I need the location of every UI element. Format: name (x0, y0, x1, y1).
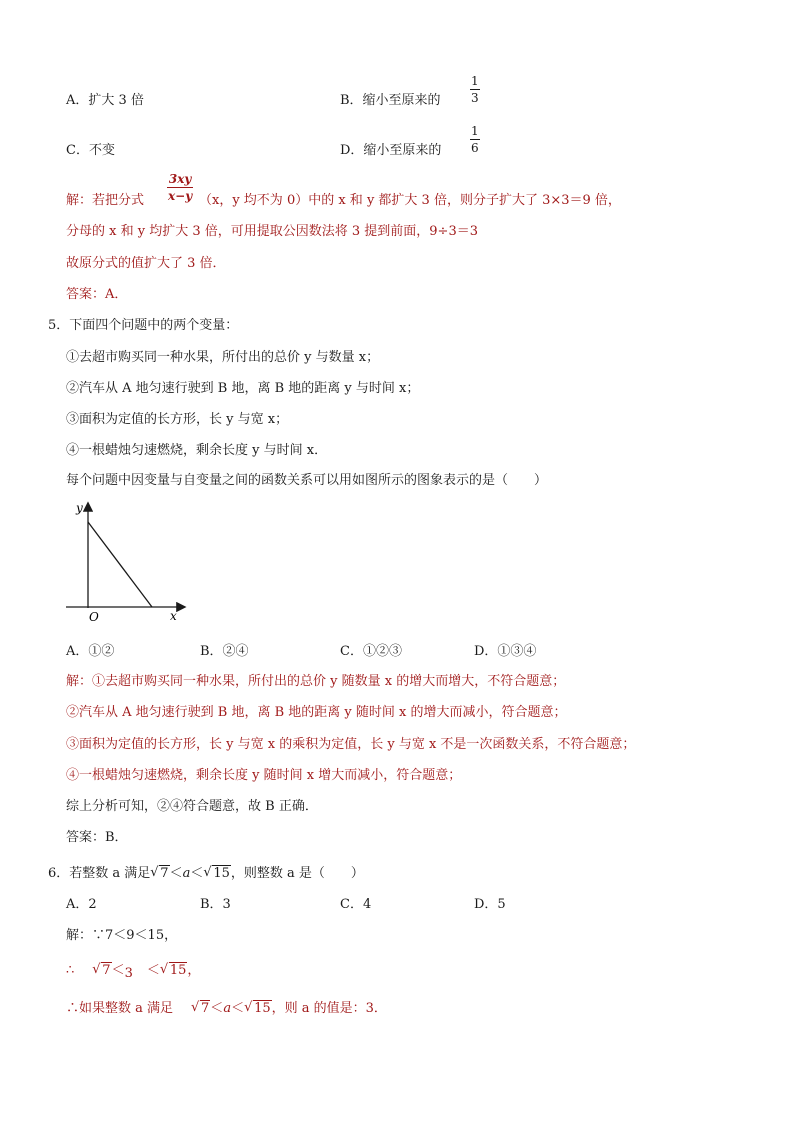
sqrt-7: √ 7 (191, 1000, 210, 1016)
q5-option-c: C．①②③ (340, 644, 402, 659)
comma: ， (187, 963, 201, 978)
q6-option-c: C．4 (340, 897, 372, 912)
radical-sign-icon: √ (244, 1000, 253, 1015)
q4-option-d-text: D．缩小至原来的 (340, 143, 442, 158)
less-than: ＜ (231, 1001, 245, 1016)
sqrt-7: √ 7 (150, 865, 169, 881)
q4-option-c: C．不变 (66, 143, 115, 158)
q6-solution-1: 解：∵7＜9＜15， (66, 928, 178, 943)
q5-solution-5: 综上分析可知，②④符合题意，故 B 正确． (66, 799, 318, 814)
less-than: ＜ (146, 963, 160, 978)
q6-stem (48, 865, 364, 883)
q4-option-d-fraction (470, 124, 480, 155)
q4-solution-line1-rest: （x，y 均不为 0）中的 x 和 y 都扩大 3 倍，则分子扩大了 3×3＝9 倍， (199, 193, 621, 208)
variable-a: a (223, 1001, 232, 1016)
q6-option-d: D．5 (474, 897, 506, 912)
q4-solution-line2: 分母的 x 和 y 均扩大 3 倍，可用提取公因数法将 3 提到前面，9÷3＝3 (66, 224, 478, 239)
fraction-bar (167, 187, 193, 188)
q5-graph (60, 496, 190, 626)
q4-answer: 答案：A． (66, 287, 128, 302)
less-than: ＜ (210, 1001, 224, 1016)
radical-sign-icon: √ (150, 865, 159, 880)
fraction-bar (470, 139, 480, 140)
q4-option-b-text: B．缩小至原来的 (340, 93, 441, 108)
q5-item-1: ①去超市购买同一种水果，所付出的总价 y 与数量 x； (66, 350, 380, 365)
less-than: ＜ (169, 866, 183, 881)
less-than: ＜ (111, 963, 125, 978)
radical-sign-icon: √ (92, 962, 101, 977)
radical-sign-icon: √ (191, 1000, 200, 1015)
q5-solution-4: ④一根蜡烛匀速燃烧，剩余长度 y 随时间 x 增大而减小，符合题意； (66, 768, 462, 783)
q6-solution-3-suffix: ，则 a 的值是：3． (271, 1001, 387, 1016)
q5-solution-2: ②汽车从 A 地匀速行驶到 B 地，离 B 地的距离 y 随时间 x 的增大而减小，符合题意； (66, 705, 567, 720)
graph-line (88, 522, 152, 607)
therefore-sign: ∴ (66, 963, 75, 978)
q5-item-3: ③面积为定值的长方形，长 y 与宽 x； (66, 412, 289, 427)
q5-item-2: ②汽车从 A 地匀速行驶到 B 地，离 B 地的距离 y 与时间 x； (66, 381, 420, 396)
q4-solution-line3: 故原分式的值扩大了 3 倍． (66, 256, 226, 271)
q6-option-b: B．3 (200, 897, 231, 912)
q6-stem-suffix: ，则整数 a 是（ ） (230, 866, 364, 881)
fraction-denominator: 6 (471, 141, 479, 155)
less-than: ＜ (190, 866, 204, 881)
sqrt-15: √ 15 (203, 865, 230, 881)
q5-option-d: D．①③④ (474, 644, 537, 659)
q6-solution-3 (66, 1000, 387, 1018)
fraction-denominator: x−y (168, 189, 193, 203)
origin-label: O (89, 610, 99, 624)
q6-stem-prefix: 6．若整数 a 满足 (48, 866, 151, 881)
sqrt-7: √ 7 (92, 962, 111, 978)
q5-question: 每个问题中因变量与自变量之间的函数关系可以用如图所示的图象表示的是（ ） (66, 473, 548, 488)
q5-solution-1: 解：①去超市购买同一种水果，所付出的总价 y 随数量 x 的增大而增大，不符合题意； (66, 674, 566, 689)
fraction-bar (470, 89, 480, 90)
q6-option-a: A．2 (66, 897, 97, 912)
q5-item-4: ④一根蜡烛匀速燃烧，剩余长度 y 与时间 x． (66, 443, 328, 458)
fraction-numerator: 1 (471, 124, 479, 138)
fraction-numerator: 1 (471, 74, 479, 88)
radical-sign-icon: √ (203, 865, 212, 880)
q5-answer: 答案：B． (66, 830, 128, 845)
variable-a: a (182, 866, 191, 881)
q4-solution-fraction (167, 172, 193, 203)
q6-solution-3-prefix: ∴如果整数 a 满足 (66, 1001, 174, 1016)
q5-stem: 5．下面四个问题中的两个变量： (48, 318, 239, 333)
q4-option-a: A．扩大 3 倍 (66, 93, 144, 108)
q5-option-a: A．①② (66, 644, 115, 659)
fraction-numerator: 3xy (168, 172, 192, 186)
q4-option-b-fraction (470, 74, 480, 105)
radical-sign-icon: √ (159, 962, 169, 977)
q5-option-b: B．②④ (200, 644, 249, 659)
x-axis-label: x (170, 609, 177, 623)
q5-solution-3: ③面积为定值的长方形，长 y 与宽 x 的乘积为定值，长 y 与宽 x 不是一次函数关系，不符合题意； (66, 737, 636, 752)
sqrt-15: √ 15 (159, 962, 187, 978)
fraction-denominator: 3 (471, 91, 479, 105)
q4-solution-prefix: 解：若把分式 (66, 193, 145, 208)
sqrt-15: √ 15 (244, 1000, 271, 1016)
value-three: 3 (124, 966, 133, 981)
q6-solution-2 (66, 962, 200, 980)
y-axis-label: y (76, 501, 83, 515)
